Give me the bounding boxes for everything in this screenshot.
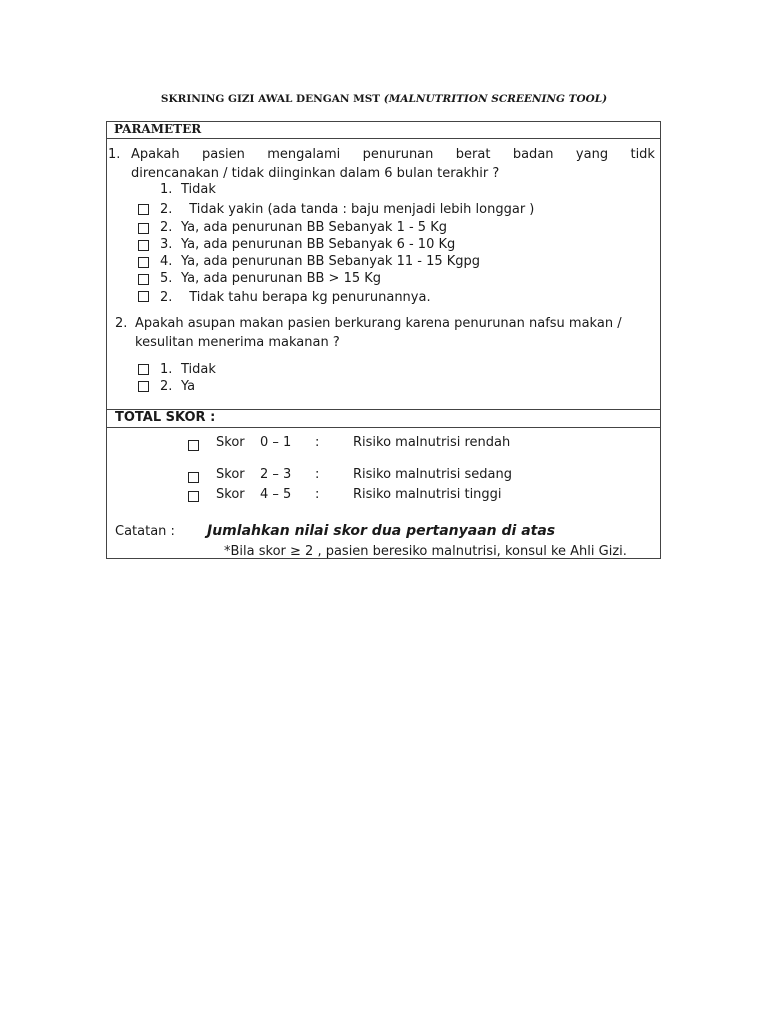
- q1-option-number: 2.: [160, 220, 173, 235]
- document-title: [0, 93, 768, 105]
- score-range: 0 – 1: [260, 435, 292, 450]
- q1-word: badan: [512, 147, 554, 162]
- q1-option-text: Tidak: [181, 182, 216, 197]
- score-range: 4 – 5: [260, 487, 292, 502]
- q1-option-checkbox[interactable]: [138, 291, 149, 302]
- q2-number: 2.: [115, 316, 128, 331]
- title-italic: (MALNUTRITION SCREENING TOOL): [383, 93, 608, 105]
- q1-option-text: Ya, ada penurunan BB > 15 Kg: [181, 271, 382, 286]
- score-label: Skor: [216, 435, 245, 450]
- note-instruction: Jumlahkan nilai skor dua pertanyaan di atas: [207, 523, 556, 539]
- q1-option-text: Ya, ada penurunan BB Sebanyak 11 - 15 Kgpg: [181, 254, 481, 269]
- q1-option-number: 5.: [160, 271, 173, 286]
- q1-word: penurunan: [362, 147, 434, 162]
- q2-option-checkbox[interactable]: [138, 381, 149, 392]
- score-label: Skor: [216, 467, 245, 482]
- score-label: Skor: [216, 487, 245, 502]
- q1-option-number: 2.: [160, 202, 173, 217]
- q1-option-number: 2.: [160, 290, 173, 305]
- q1-option-checkbox[interactable]: [138, 204, 149, 215]
- q1-word: berat: [455, 147, 491, 162]
- q1-option-text: Tidak yakin (ada tanda : baju menjadi lebih longgar ): [181, 202, 535, 217]
- q1-option-checkbox[interactable]: [138, 257, 149, 268]
- q1-word: pasien: [202, 147, 245, 162]
- score-separator: :: [315, 435, 320, 450]
- q1-option-number: 3.: [160, 237, 173, 252]
- q1-number: 1.: [108, 147, 121, 162]
- score-risk: Risiko malnutrisi rendah: [353, 435, 511, 450]
- q2-option-number: 1.: [160, 362, 173, 377]
- q1-word: yang: [575, 147, 609, 162]
- q1-option-number: 1.: [160, 182, 173, 197]
- q1-word: tidk: [630, 147, 655, 162]
- total-divider-bottom: [107, 427, 660, 428]
- score-risk: Risiko malnutrisi sedang: [353, 467, 512, 482]
- q1-word: mengalami: [267, 147, 341, 162]
- total-score-label: TOTAL SKOR :: [115, 410, 216, 425]
- q1-option-checkbox[interactable]: [138, 274, 149, 285]
- q1-option-text: Ya, ada penurunan BB Sebanyak 1 - 5 Kg: [181, 220, 447, 235]
- title-main: SKRINING GIZI AWAL DENGAN MST: [160, 93, 384, 105]
- score-separator: :: [315, 487, 320, 502]
- score-risk: Risiko malnutrisi tinggi: [353, 487, 502, 502]
- header-divider: [107, 138, 660, 139]
- q2-option-text: Ya: [181, 379, 196, 394]
- note-label: Catatan :: [115, 524, 175, 539]
- score-checkbox[interactable]: [188, 472, 199, 483]
- q1-word: Apakah: [131, 147, 180, 162]
- q1-option-number: 4.: [160, 254, 173, 269]
- q1-text-line1: [131, 147, 655, 162]
- q2-option-checkbox[interactable]: [138, 364, 149, 375]
- score-checkbox[interactable]: [188, 440, 199, 451]
- q2-text-line2: kesulitan menerima makanan ?: [135, 335, 340, 350]
- screening-table: [106, 121, 661, 559]
- q2-option-text: Tidak: [181, 362, 216, 377]
- q1-option-text: Tidak tahu berapa kg penurunannya.: [181, 290, 431, 305]
- note-detail: *Bila skor ≥ 2 , pasien beresiko malnutrisi, konsul ke Ahli Gizi.: [224, 544, 627, 559]
- q1-option-checkbox[interactable]: [138, 240, 149, 251]
- score-checkbox[interactable]: [188, 491, 199, 502]
- q1-option-checkbox[interactable]: [138, 223, 149, 234]
- q2-text-line1: Apakah asupan makan pasien berkurang karena penurunan nafsu makan /: [135, 316, 622, 331]
- score-separator: :: [315, 467, 320, 482]
- score-range: 2 – 3: [260, 467, 292, 482]
- q2-option-number: 2.: [160, 379, 173, 394]
- parameter-header: PARAMETER: [114, 122, 202, 136]
- q1-option-text: Ya, ada penurunan BB Sebanyak 6 - 10 Kg: [181, 237, 456, 252]
- q1-text-line2: direncanakan / tidak diinginkan dalam 6 bulan terakhir ?: [131, 166, 500, 181]
